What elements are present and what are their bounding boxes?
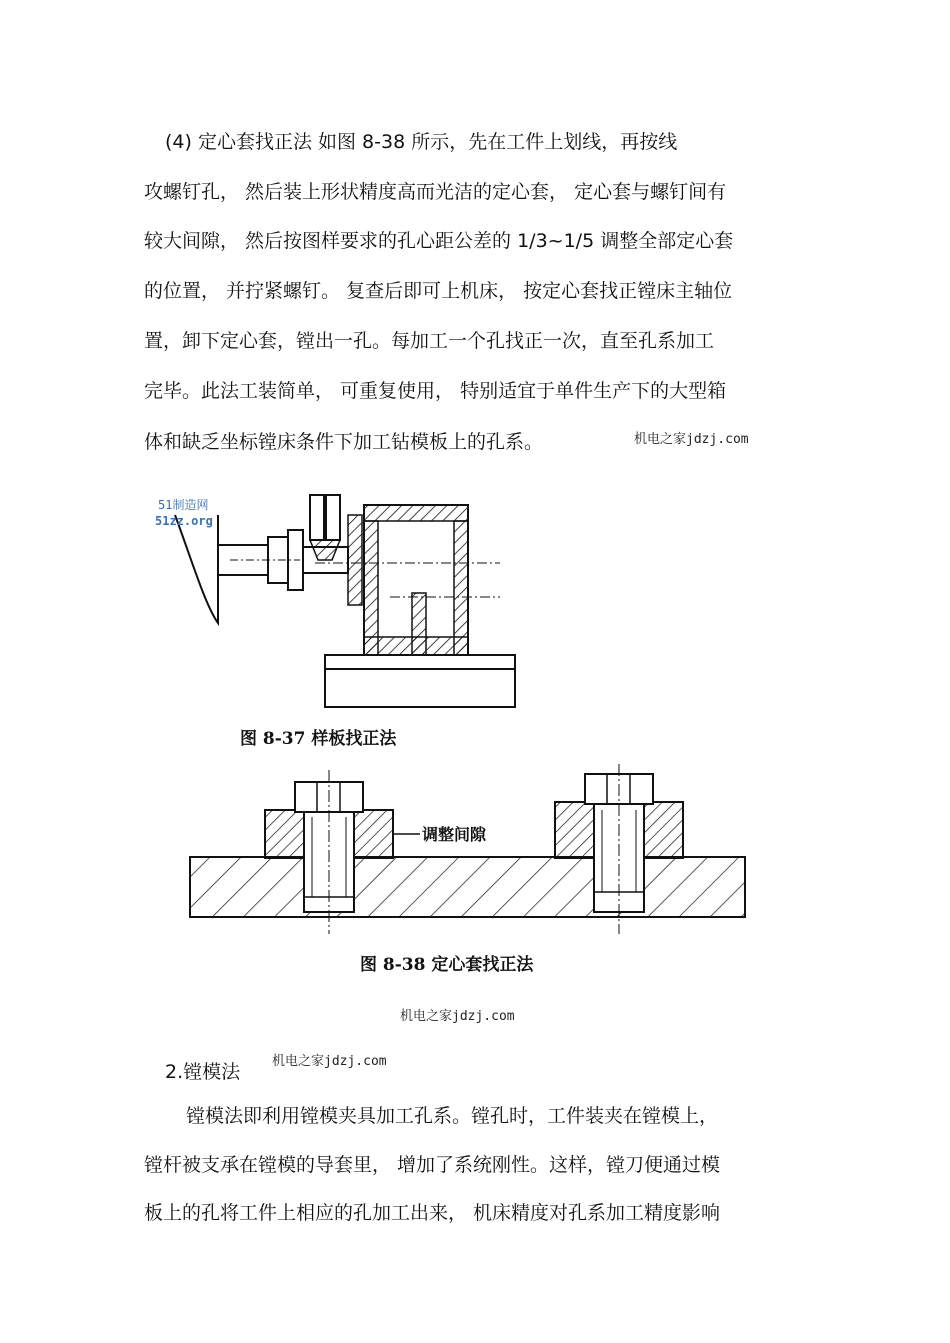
figure-8-38-drawing <box>180 762 760 942</box>
paragraph-line: 镗杆被支承在镗模的导套里， 增加了系统刚性。这样，镗刀便通过模 <box>144 1154 721 1176</box>
paragraph-line: 完毕。此法工装简单， 可重复使用， 特别适宜于单件生产下的大型箱 <box>144 380 727 402</box>
paragraph-line: 较大间隙， 然后按图样要求的孔心距公差的 1/3~1/5 调整全部定心套 <box>144 230 734 252</box>
watermark-jdzj: 机电之家jdzj.com <box>634 432 749 447</box>
watermark-jdzj: 机电之家jdzj.com <box>400 1009 515 1024</box>
paragraph-line: (4) 定心套找正法 如图 8-38 所示，先在工件上划线，再按线 <box>165 131 678 153</box>
paragraph-line: 攻螺钉孔， 然后装上形状精度高而光洁的定心套， 定心套与螺钉间有 <box>144 181 727 203</box>
section-heading: 2.镗模法 <box>165 1061 241 1083</box>
watermark-site-logo-line2: 51zz.org <box>155 514 213 528</box>
paragraph-line: 板上的孔将工件上相应的孔加工出来， 机床精度对孔系加工精度影响 <box>144 1202 721 1224</box>
watermark-jdzj: 机电之家jdzj.com <box>272 1054 387 1069</box>
paragraph-line: 置，卸下定心套，镗出一孔。每加工一个孔找正一次，直至孔系加工 <box>144 330 715 352</box>
paragraph-line: 的位置， 并拧紧螺钉。 复查后即可上机床， 按定心套找正镗床主轴位 <box>144 280 733 302</box>
figure-caption: 图 8-38 定心套找正法 <box>360 955 534 975</box>
watermark-site-logo-line1: 51制造网 <box>158 498 209 512</box>
paragraph-line: 镗模法即利用镗模夹具加工孔系。镗孔时，工件装夹在镗模上， <box>186 1105 719 1127</box>
label-adjust-gap: 调整间隙 <box>422 825 487 844</box>
figure-caption: 图 8-37 样板找正法 <box>240 729 397 749</box>
paragraph-line: 体和缺乏坐标镗床条件下加工钻模板上的孔系。 <box>144 431 544 453</box>
